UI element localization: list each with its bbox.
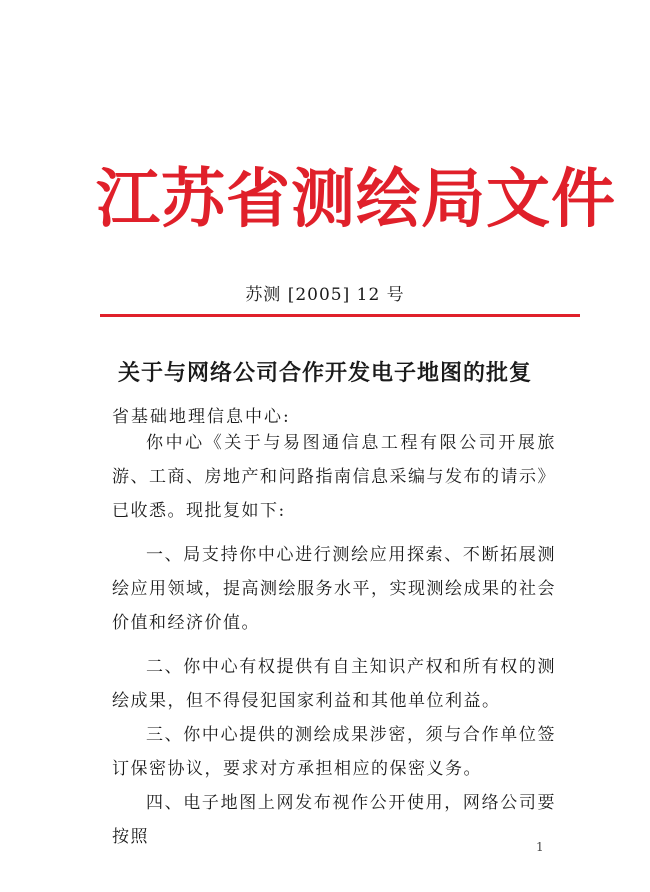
masthead-char: 绘	[356, 162, 421, 237]
red-divider	[100, 314, 580, 317]
masthead-char: 苏	[161, 162, 226, 237]
masthead-char: 省	[226, 162, 291, 237]
body-paragraph-3: 二、你中心有权提供有自主知识产权和所有权的测绘成果，但不得侵犯国家利益和其他单位利益。	[112, 657, 556, 711]
body-paragraph-1: 你中心《关于与易图通信息工程有限公司开展旅游、工商、房地产和问路指南信息采编与发布的请示》已收悉。现批复如下:	[112, 433, 556, 521]
masthead-title	[96, 160, 616, 240]
page-number: 1	[536, 840, 544, 854]
document-title: 关于与网络公司合作开发电子地图的批复	[117, 360, 532, 386]
body-paragraph-4: 三、你中心提供的测绘成果涉密，须与合作单位签订保密协议，要求对方承担相应的保密义务。	[112, 725, 556, 779]
addressee: 省基础地理信息中心:	[112, 407, 291, 427]
body-paragraph-5: 四、电子地图上网发布视作公开使用，网络公司要按照	[112, 793, 556, 847]
masthead-char: 局	[421, 162, 486, 237]
masthead-char: 文	[486, 162, 551, 237]
body-paragraph-2: 一、局支持你中心进行测绘应用探索、不断拓展测绘应用领域，提高测绘服务水平，实现测绘成果的社会价值和经济价值。	[112, 545, 556, 633]
document-number: 苏测 [2005] 12 号	[245, 285, 405, 305]
masthead-char: 测	[291, 162, 356, 237]
masthead-char: 件	[551, 162, 616, 237]
masthead-char: 江	[96, 162, 161, 237]
